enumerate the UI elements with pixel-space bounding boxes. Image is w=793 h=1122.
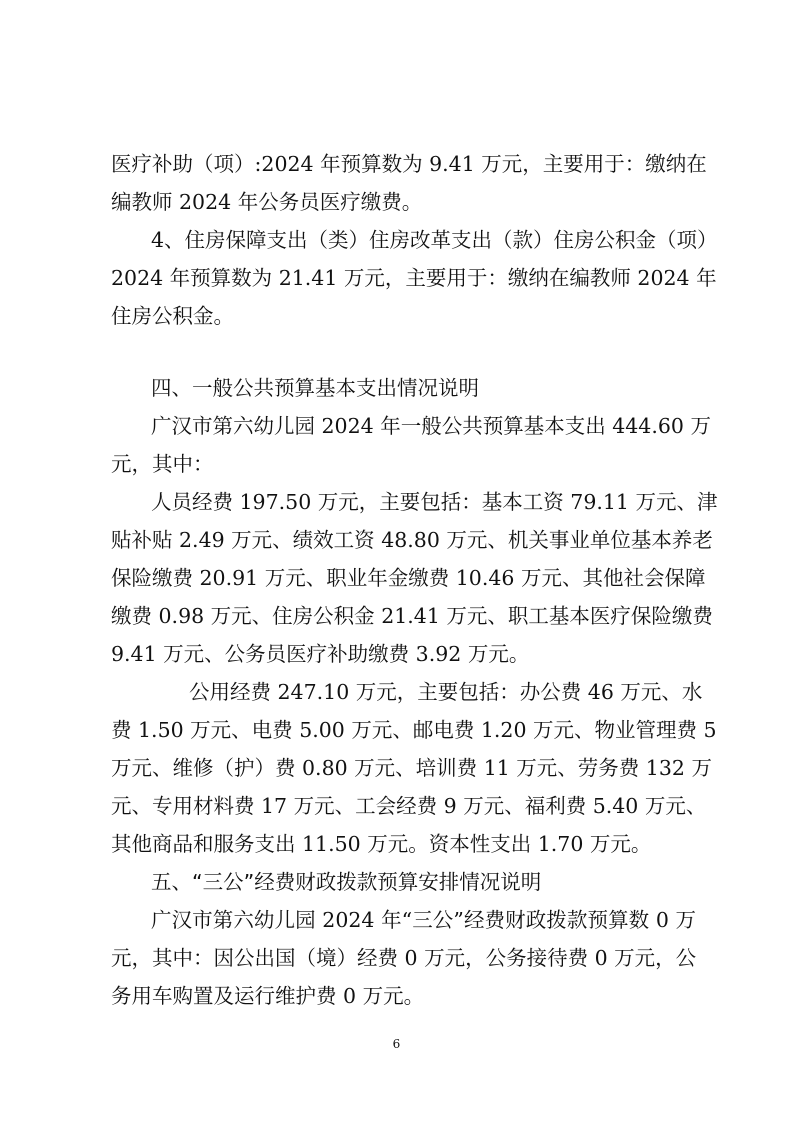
paragraph-line: 2024 年预算数为 21.41 万元，主要用于：缴纳在编教师 2024 年 [111, 266, 717, 290]
paragraph-line: 贴补贴 2.49 万元、绩效工资 48.80 万元、机关事业单位基本养老 [111, 528, 713, 552]
paragraph-line: 广汉市第六幼儿园 2024 年一般公共预算基本支出 444.60 万 [151, 414, 711, 438]
paragraph-line: 元、专用材料费 17 万元、工会经费 9 万元、福利费 5.40 万元、 [111, 794, 707, 818]
paragraph-line: 医疗补助（项）:2024 年预算数为 9.41 万元，主要用于：缴纳在 [111, 152, 707, 176]
paragraph-line: 元，其中： [111, 452, 214, 476]
paragraph-line: 广汉市第六幼儿园 2024 年“三公”经费财政拨款预算数 0 万 [151, 908, 696, 932]
paragraph-line: 元，其中：因公出国（境）经费 0 万元，公务接待费 0 万元，公 [111, 946, 697, 970]
paragraph-line: 住房公积金。 [111, 304, 234, 328]
paragraph-line: 4、住房保障支出（类）住房改革支出（款）住房公积金（项） [151, 228, 718, 252]
paragraph-line: 保险缴费 20.91 万元、职业年金缴费 10.46 万元、其他社会保障 [111, 566, 706, 590]
section-heading: 五、“三公”经费财政拨款预算安排情况说明 [151, 870, 542, 894]
paragraph-line: 人员经费 197.50 万元，主要包括：基本工资 79.11 万元、津 [151, 490, 718, 514]
paragraph-line: 其他商品和服务支出 11.50 万元。资本性支出 1.70 万元。 [111, 832, 652, 856]
paragraph-line: 编教师 2024 年公务员医疗缴费。 [111, 190, 423, 214]
paragraph-line: 万元、维修（护）费 0.80 万元、培训费 11 万元、劳务费 132 万 [111, 756, 712, 780]
paragraph-line: 费 1.50 万元、电费 5.00 万元、邮电费 1.20 万元、物业管理费 5 [111, 718, 717, 742]
paragraph-line: 缴费 0.98 万元、住房公积金 21.41 万元、职工基本医疗保险缴费 [111, 604, 713, 628]
paragraph-line: 9.41 万元、公务员医疗补助缴费 3.92 万元。 [111, 642, 530, 666]
paragraph-line: 公用经费 247.10 万元，主要包括：办公费 46 万元、水 [189, 680, 703, 704]
section-heading: 四、一般公共预算基本支出情况说明 [151, 376, 479, 400]
paragraph-line: 务用车购置及运行维护费 0 万元。 [111, 984, 425, 1008]
page-number: 6 [392, 1037, 401, 1051]
